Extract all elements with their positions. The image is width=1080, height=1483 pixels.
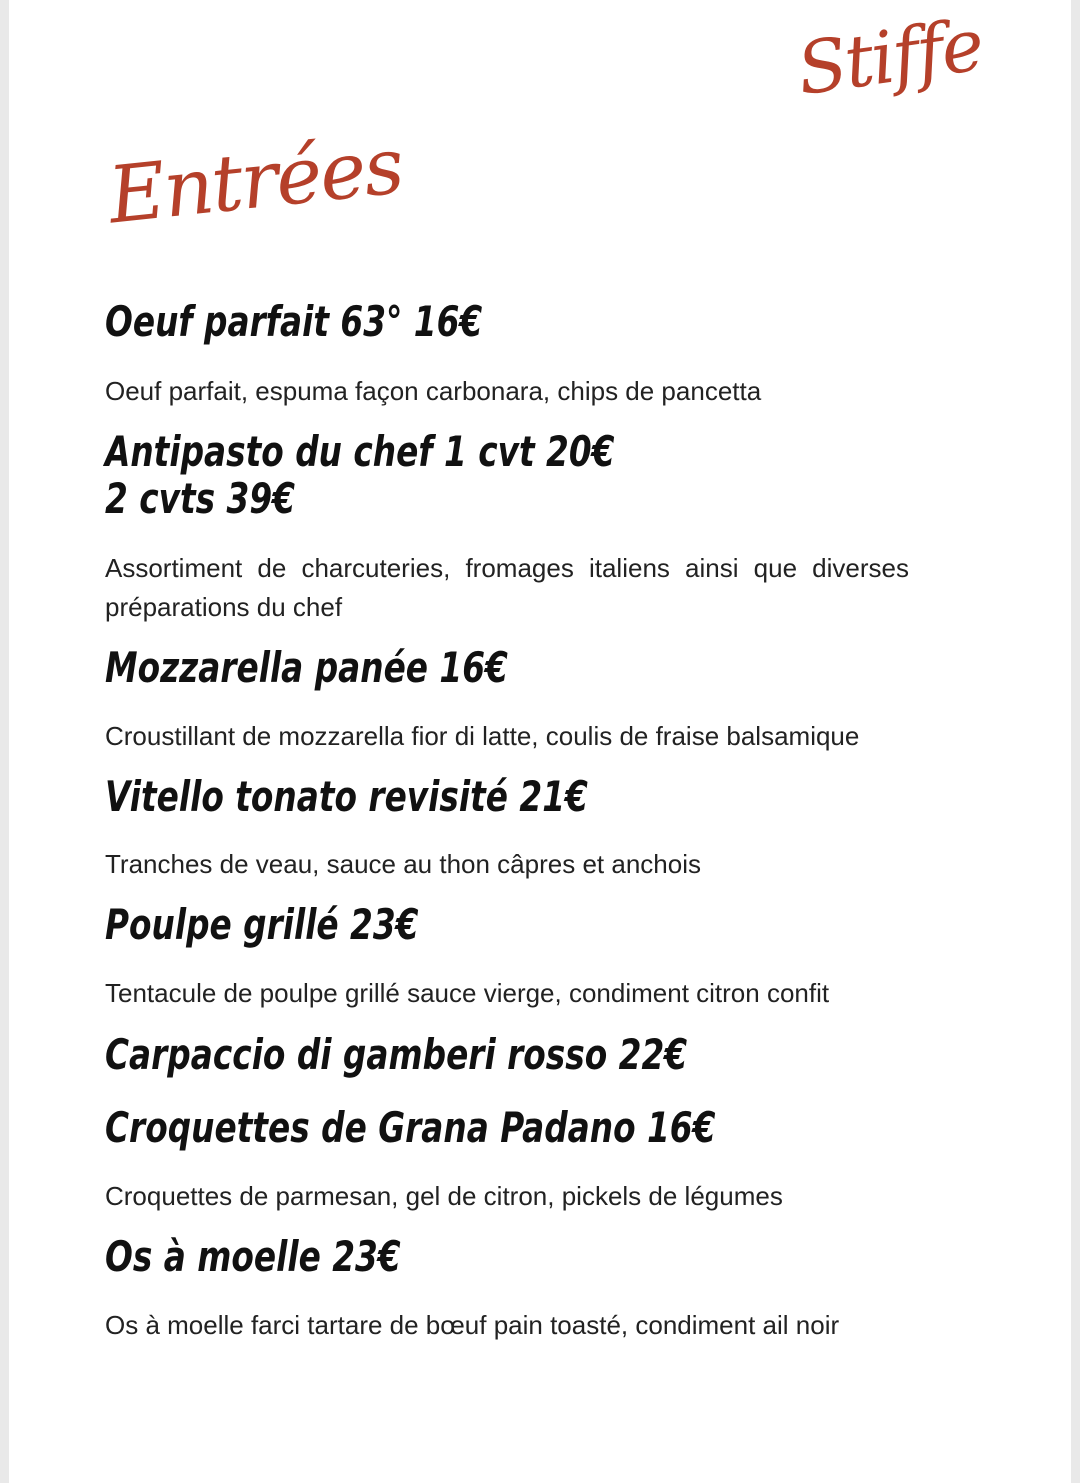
dish-name: Croquettes de Grana Padano 16€	[105, 1103, 716, 1152]
dish-name: Mozzarella panée 16€	[105, 643, 508, 692]
dish-description: Tranches de veau, sauce au thon câpres et anchois	[105, 849, 701, 879]
dish-description: Os à moelle farci tartare de bœuf pain toasté, condiment ail noir	[105, 1310, 840, 1340]
menu-page	[9, 0, 1071, 1483]
dish-description: Assortiment de charcuteries, fromages italiens ainsi que diverses préparations du chef	[105, 553, 909, 622]
dish-description: Oeuf parfait, espuma façon carbonara, chips de pancetta	[105, 376, 762, 406]
dish-name: Antipasto du chef 1 cvt 20€	[105, 427, 615, 476]
dish-description: Croquettes de parmesan, gel de citron, pickels de légumes	[105, 1181, 783, 1211]
dish-name: Os à moelle 23€	[105, 1232, 401, 1281]
dish-description: Tentacule de poulpe grillé sauce vierge, condiment citron confit	[105, 978, 830, 1008]
dish-description: Croustillant de mozzarella fior di latte, coulis de fraise balsamique	[105, 721, 860, 751]
brand-logo: Stiffe	[792, 2, 988, 112]
dish-name: Vitello tonato revisité 21€	[105, 772, 588, 821]
dish-name: Carpaccio di gamberi rosso 22€	[105, 1030, 688, 1079]
dish-name: Poulpe grillé 23€	[105, 900, 419, 949]
dish-name-line2: 2 cvts 39€	[105, 474, 295, 523]
section-title: Entrées	[104, 121, 407, 242]
dish-name: Oeuf parfait 63° 16€	[105, 297, 483, 346]
